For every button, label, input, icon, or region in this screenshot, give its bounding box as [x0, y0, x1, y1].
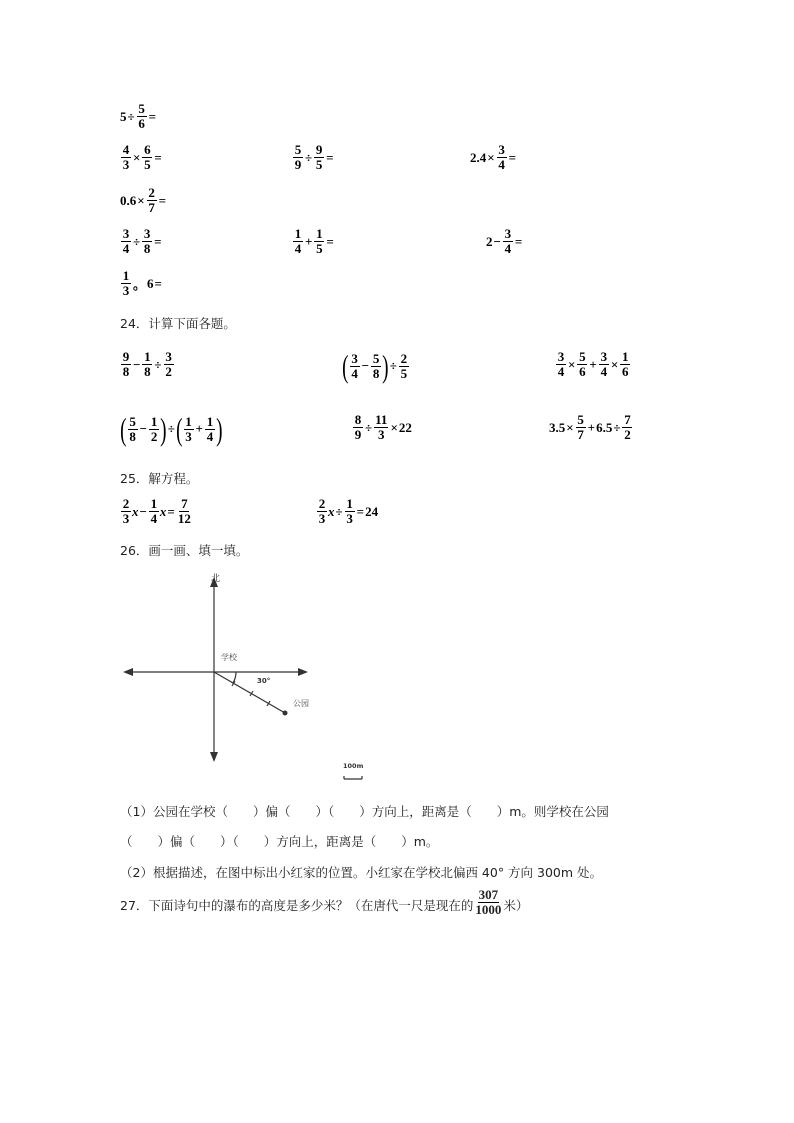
denominator: 3 [122, 283, 130, 298]
park-label: 公园 [293, 699, 309, 708]
numerator: 1 [150, 413, 158, 429]
operator: + [587, 419, 596, 435]
operator: ÷ [613, 419, 621, 435]
west-arrowhead [123, 668, 133, 676]
denominator: 3 [122, 157, 130, 172]
numerator: 1 [346, 496, 353, 511]
numerator: 3 [351, 350, 358, 366]
denominator: 4 [206, 428, 214, 444]
denominator: 4 [557, 364, 565, 379]
separator: 。 [133, 277, 147, 292]
numerator: 1 [150, 496, 158, 511]
denominator: 3 [185, 428, 192, 444]
numerator: 9 [315, 142, 323, 157]
denominator: 9 [294, 157, 302, 172]
denominator: 1000 [475, 902, 502, 917]
numerator: 4 [122, 142, 130, 157]
fraction [474, 888, 502, 917]
right-paren: ) [382, 348, 389, 384]
right-paren: ) [216, 411, 223, 447]
operator: × [487, 149, 495, 165]
operator: − [133, 356, 141, 372]
denominator: 4 [600, 364, 608, 379]
denominator: 2 [624, 427, 631, 442]
numerator: 3 [122, 226, 130, 241]
variable-x: x [132, 503, 139, 519]
equals: = [154, 233, 162, 249]
park-direction-line [214, 672, 285, 713]
equals: = [326, 233, 334, 249]
denominator: 6 [138, 116, 145, 131]
south-arrowhead [210, 752, 218, 762]
angle-label: 30° [257, 677, 271, 685]
variable-x: x [159, 503, 167, 519]
denominator: 6 [622, 364, 629, 379]
numerator: 1 [622, 349, 629, 364]
denominator: 2 [165, 364, 172, 379]
operator: × [568, 356, 576, 372]
left-paren: ( [120, 411, 127, 447]
numerator: 7 [181, 496, 188, 511]
operator: + [195, 421, 203, 436]
operator: ÷ [167, 421, 175, 436]
numerator: 5 [294, 142, 302, 157]
denominator: 4 [351, 365, 358, 381]
numerator: 2 [318, 496, 326, 511]
operator: × [133, 149, 141, 165]
number: 0.6 [120, 192, 137, 208]
denominator: 5 [400, 365, 408, 381]
numerator: 2 [400, 350, 408, 366]
east-arrowhead [298, 668, 308, 676]
problem-27 [120, 888, 528, 917]
numerator: 5 [372, 350, 380, 366]
number: 6.5 [596, 419, 613, 435]
numerator: 7 [624, 412, 631, 427]
denominator: 5 [144, 157, 151, 172]
denominator: 5 [315, 157, 323, 172]
problem-25-title: 25．解方程。 [120, 471, 199, 486]
denominator: 3 [122, 511, 130, 526]
operator: − [493, 233, 501, 249]
denominator: 7 [577, 427, 584, 442]
denominator: 9 [354, 427, 362, 442]
denominator: 7 [148, 200, 155, 215]
operator: × [137, 192, 145, 208]
numerator: 11 [375, 412, 388, 427]
numerator: 3 [143, 226, 151, 241]
denominator: 4 [122, 241, 130, 256]
numerator: 1 [185, 413, 192, 429]
denominator: 12 [177, 511, 191, 526]
number: 24 [365, 503, 379, 519]
numerator: 2 [148, 185, 155, 200]
denominator: 4 [498, 157, 505, 172]
numerator: 1 [316, 226, 323, 241]
numerator: 3 [498, 142, 505, 157]
north-label: 北 [211, 574, 221, 584]
denominator: 4 [294, 241, 302, 256]
operator: − [139, 421, 148, 436]
equals: = [154, 149, 162, 165]
numerator: 1 [122, 268, 130, 283]
operator: ÷ [365, 419, 373, 435]
equals: = [508, 149, 517, 165]
denominator: 4 [504, 241, 512, 256]
left-paren: ( [342, 348, 349, 384]
equals: = [148, 108, 157, 124]
operator: × [390, 419, 398, 435]
question-2: （2）根据描述，在图中标出小红家的位置。小红家在学校北偏西 40° 方向 300m 处。 [120, 865, 603, 880]
numerator: 9 [122, 349, 130, 364]
equals: = [167, 503, 175, 519]
denominator: 3 [378, 427, 385, 442]
numerator: 6 [144, 142, 151, 157]
denominator: 8 [129, 428, 136, 444]
denominator: 2 [150, 428, 158, 444]
denominator: 8 [372, 365, 380, 381]
numerator: 1 [144, 349, 151, 364]
numerator: 8 [354, 412, 362, 427]
scale-label: 100m [343, 762, 364, 770]
operator: ÷ [335, 503, 343, 519]
numerator: 5 [577, 412, 584, 427]
operator: − [139, 503, 147, 519]
equals: = [514, 233, 523, 249]
operator: × [566, 419, 574, 435]
left-paren: ( [176, 411, 183, 447]
operator: − [361, 358, 370, 373]
operator: ÷ [389, 358, 397, 373]
operator: ÷ [305, 149, 313, 165]
number: 6 [147, 275, 154, 291]
denominator: 8 [122, 364, 130, 379]
denominator: 3 [346, 511, 353, 526]
number: 2 [486, 233, 493, 249]
denominator: 5 [316, 241, 323, 256]
number: 22 [398, 419, 412, 435]
number: 2.4 [470, 149, 487, 165]
number: 5 [120, 108, 127, 124]
numerator: 5 [579, 349, 586, 364]
operator: ÷ [127, 108, 135, 124]
problem-24-title: 24．计算下面各题。 [120, 316, 236, 331]
numerator: 3 [165, 349, 172, 364]
numerator: 2 [122, 496, 130, 511]
operator: + [305, 233, 313, 249]
numerator: 5 [129, 413, 136, 429]
operator: ÷ [154, 356, 162, 372]
operator: × [610, 356, 619, 372]
right-paren: ) [160, 411, 167, 447]
park-point [283, 711, 288, 716]
numerator: 3 [600, 349, 608, 364]
numerator: 3 [557, 349, 565, 364]
numerator: 307 [478, 887, 499, 902]
problem-26-title: 26．画一画、填一填。 [120, 543, 249, 558]
equals: = [326, 149, 334, 165]
operator: ÷ [133, 233, 141, 249]
equals: = [158, 192, 167, 208]
numerator: 1 [206, 413, 214, 429]
variable-x: x [328, 503, 335, 519]
numerator: 5 [138, 101, 145, 116]
school-label: 学校 [221, 653, 237, 662]
denominator: 8 [144, 364, 151, 379]
problem-27-text: 27．下面诗句中的瀑布的高度是多少米？（在唐代一尺是现在的 [120, 898, 474, 913]
number: 3.5 [549, 419, 566, 435]
problem-27-text-end: 米） [503, 898, 529, 913]
denominator: 8 [143, 241, 151, 256]
denominator: 3 [318, 511, 326, 526]
question-1-line-1: （1）公园在学校（ ）偏（ ）（ ）方向上，距离是（ ）m。则学校在公园 [120, 804, 609, 819]
equals: = [356, 503, 365, 519]
question-1-line-2: （ ）偏（ ）（ ）方向上，距离是（ ）m。 [120, 834, 439, 849]
numerator: 3 [504, 226, 512, 241]
equals: = [154, 275, 162, 291]
numerator: 1 [294, 226, 302, 241]
operator: + [589, 356, 597, 372]
denominator: 4 [150, 511, 158, 526]
denominator: 6 [579, 364, 586, 379]
